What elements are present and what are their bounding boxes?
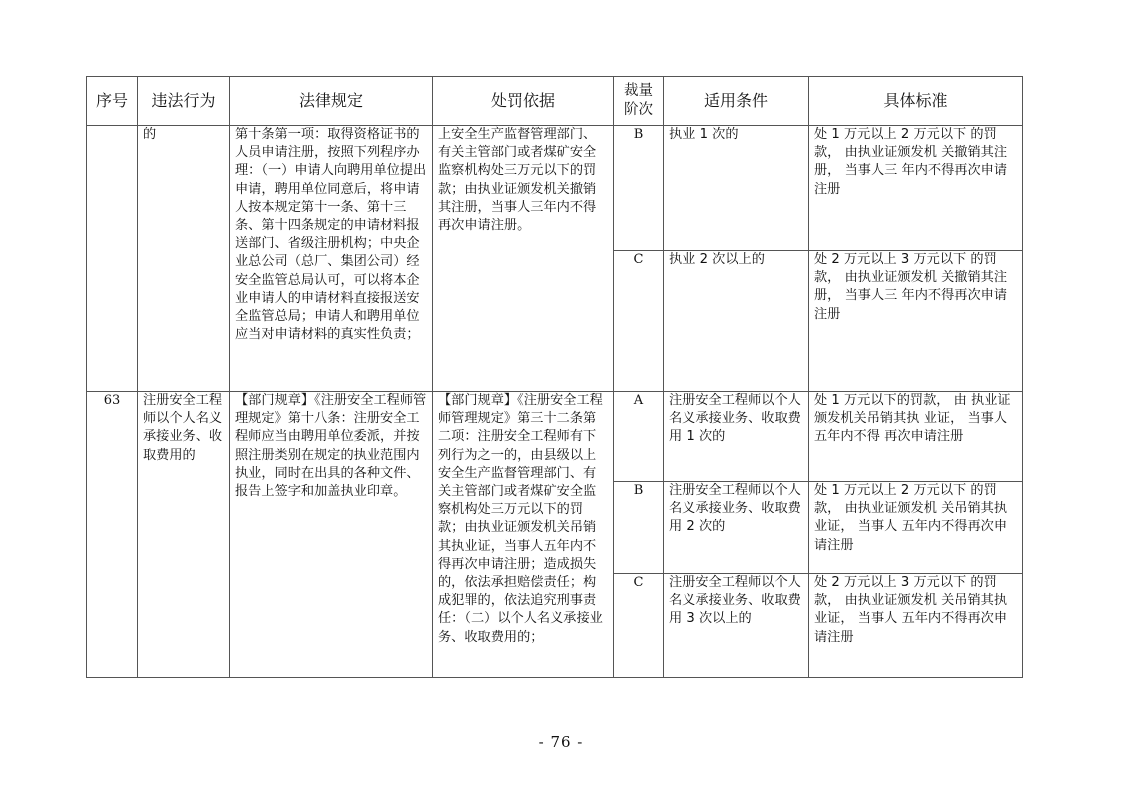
header-law: 法律规定 [230, 77, 433, 126]
header-row [87, 77, 1023, 126]
law-cell: 【部门规章】《注册安全工程师管理规定》第十八条：注册安全工程师应当由聘用单位委派，并按照注册类别在规定的执业范围内执业，同时在出具的各种文件、报告上签字和加盖执业印章。 [230, 392, 433, 678]
violation-cell: 注册安全工程师以个人名义承接业务、收取费用的 [138, 392, 230, 678]
standard-cell: 处 2 万元以上 3 万元以下 的罚款， 由执业证颁发机 关撤销其注册， 当事人三 年内不得再次申请注册 [809, 251, 1023, 392]
condition-cell: 注册安全工程师以个人名义承接业务、收取费用 3 次以上的 [664, 574, 809, 678]
header-condition: 适用条件 [664, 77, 809, 126]
standard-cell: 处 2 万元以上 3 万元以下 的罚款， 由执业证颁发机 关吊销其执业证， 当事人 五年内不得再次申请注册 [809, 574, 1023, 678]
penalty-table [86, 76, 1023, 678]
table-row [87, 126, 1023, 251]
level-cell: C [614, 251, 664, 392]
level-cell: C [614, 574, 664, 678]
condition-cell: 执业 1 次的 [664, 126, 809, 251]
violation-cell: 的 [138, 126, 230, 392]
header-standard: 具体标准 [809, 77, 1023, 126]
standard-cell: 处 1 万元以上 2 万元以下 的罚款， 由执业证颁发机 关吊销其执业证， 当事人 五年内不得再次申请注册 [809, 482, 1023, 574]
seq-cell [87, 126, 138, 392]
condition-cell: 执业 2 次以上的 [664, 251, 809, 392]
header-level: 裁量 阶次 [614, 77, 664, 126]
level-cell: A [614, 392, 664, 482]
seq-cell: 63 [87, 392, 138, 678]
basis-cell: 【部门规章】《注册安全工程师管理规定》第三十二条第二项：注册安全工程师有下列行为之一的，由县级以上安全生产监督管理部门、有关主管部门或者煤矿安全监察机构处三万元以下的罚款；由执业证颁发机关吊销其执业证，当事人五年内不得再次申请注册；造成损失的，依法承担赔偿责任；构成犯罪的，依法追究刑事责任：（二）以个人名义承接业务、收取费用的； [433, 392, 614, 678]
condition-cell: 注册安全工程师以个人名义承接业务、收取费用 1 次的 [664, 392, 809, 482]
table-row [87, 392, 1023, 482]
header-basis: 处罚依据 [433, 77, 614, 126]
standard-cell: 处 1 万元以下的罚款， 由 执业证颁发机关吊销其执 业证， 当事人五年内不得 再次申请注册 [809, 392, 1023, 482]
header-seq: 序号 [87, 77, 138, 126]
condition-cell: 注册安全工程师以个人名义承接业务、收取费用 2 次的 [664, 482, 809, 574]
level-cell: B [614, 482, 664, 574]
level-cell: B [614, 126, 664, 251]
law-cell: 第十条第一项：取得资格证书的人员申请注册，按照下列程序办理：（一）申请人向聘用单位提出申请，聘用单位同意后，将申请人按本规定第十一条、第十三条、第十四条规定的申请材料报送部门、省级注册机构；中央企业总公司（总厂、集团公司）经安全监管总局认可，可以将本企业申请人的申请材料直接报送安全监管总局；申请人和聘用单位应当对申请材料的真实性负责； [230, 126, 433, 392]
page-number: - 76 - [538, 733, 584, 751]
header-violation: 违法行为 [138, 77, 230, 126]
basis-cell: 上安全生产监督管理部门、有关主管部门或者煤矿安全监察机构处三万元以下的罚款；由执业证颁发机关撤销其注册，当事人三年内不得再次申请注册。 [433, 126, 614, 392]
standard-cell: 处 1 万元以上 2 万元以下 的罚款， 由执业证颁发机 关撤销其注册， 当事人三 年内不得再次申请注册 [809, 126, 1023, 251]
